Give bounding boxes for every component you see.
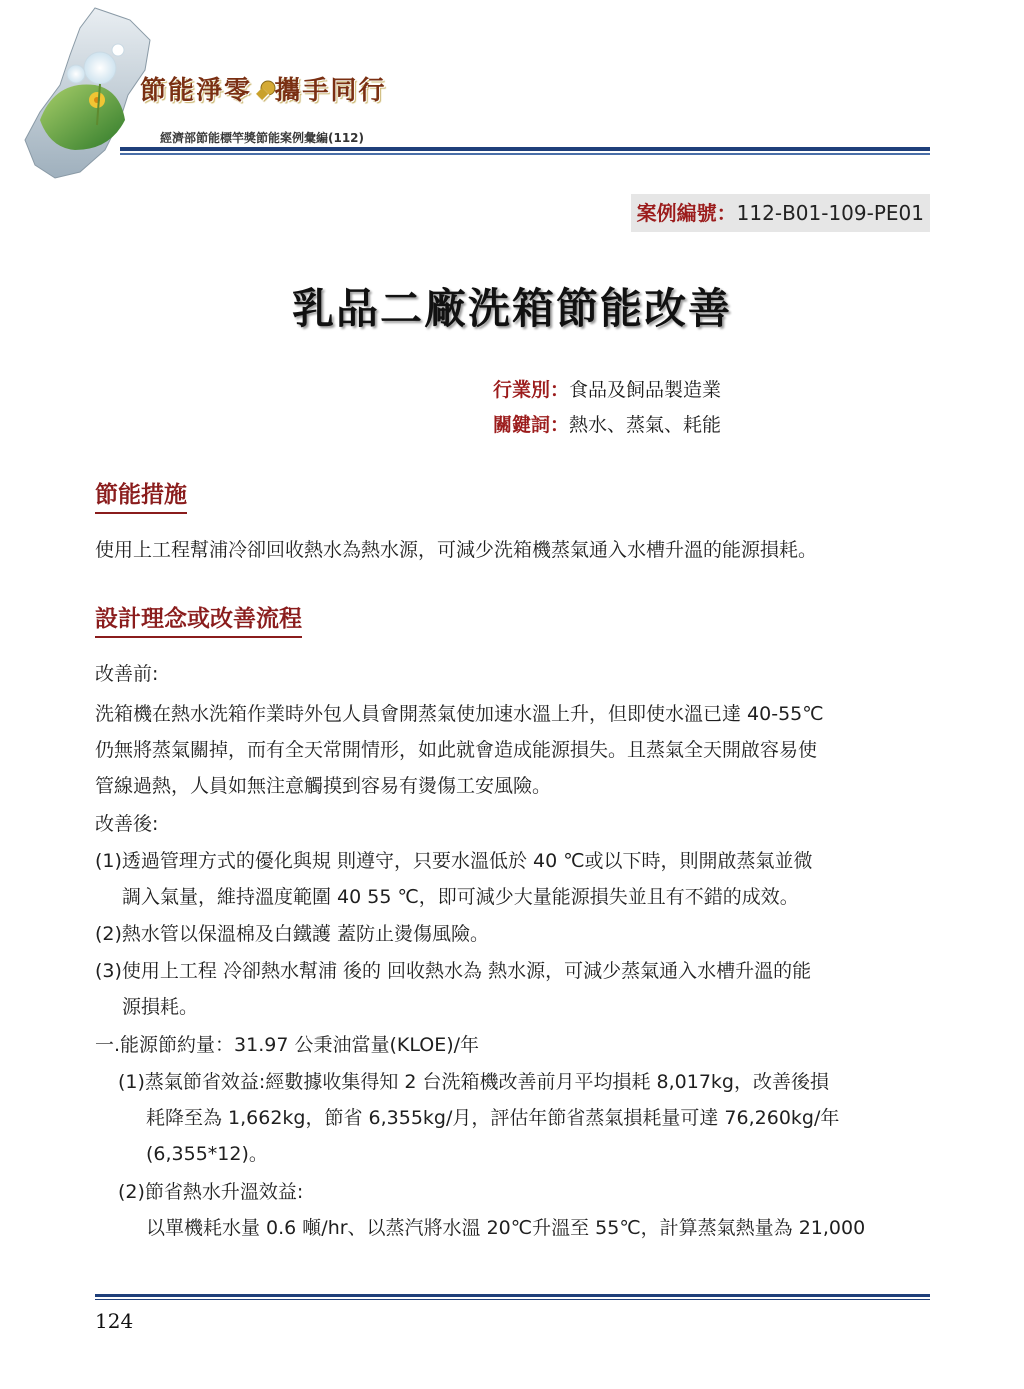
after-item-3-line-2: 源損耗。 (122, 996, 199, 1018)
section-heading-measures: 節能措施 (95, 476, 187, 514)
section-heading-design: 設計理念或改善流程 (95, 600, 302, 638)
page-title: 乳品二廠洗箱節能改善 (291, 284, 732, 333)
page-header (0, 0, 1024, 200)
after-label: 改善後: (95, 813, 159, 835)
footer-divider (95, 1294, 930, 1297)
measures-text: 使用上工程幫浦冷卻回收熱水為熱水源，可減少洗箱機蒸氣通入水槽升溫的能源損耗。 (95, 539, 818, 561)
after-item-2: (2)熱水管以保溫棉及白鐵護 蓋防止燙傷風險。 (95, 923, 489, 945)
footer-divider-thin (95, 1299, 930, 1300)
keywords-label: 關鍵詞： (493, 414, 570, 436)
hot-water-line-1: 以單機耗水量 0.6 噸/hr、以蒸汽將水溫 20℃升溫至 55℃，計算蒸氣熱量為 21,000 (146, 1217, 866, 1239)
slogan-separator-icon: ◆ (256, 82, 271, 102)
energy-saving-heading: 一.能源節約量：31.97 公秉油當量(KLOE)/年 (95, 1034, 480, 1056)
case-number-label: 案例編號： (636, 201, 737, 225)
steam-saving-line-1: (1)蒸氣節省效益:經數據收集得知 2 台洗箱機改善前月平均損耗 8,017kg，改善後損 (118, 1071, 829, 1093)
page-number: 124 (95, 1309, 134, 1333)
case-number-value: 112-B01-109-PE01 (736, 201, 924, 225)
slogan-right: 攜手同行 (274, 76, 387, 106)
case-number-box (631, 194, 930, 232)
before-line-2: 仍無將蒸氣關掉，而有全天常開情形，如此就會造成能源損失。且蒸氣全天開啟容易使 (95, 739, 818, 761)
keywords-value: 熱水、蒸氣、耗能 (569, 414, 722, 436)
hot-water-heading: (2)節省熱水升溫效益: (118, 1181, 304, 1203)
header-divider-thin (120, 153, 930, 155)
before-line-1: 洗箱機在熱水洗箱作業時外包人員會開蒸氣使加速水溫上升，但即使水溫已達 40-55℃ (95, 703, 824, 725)
after-item-1-line-2: 調入氣量，維持溫度範圍 40 55 ℃，即可減少大量能源損失並且有不錯的成效。 (122, 886, 799, 908)
industry-value: 食品及飼品製造業 (569, 379, 722, 401)
after-item-1-line-1: (1)透過管理方式的優化與規 則遵守，只要水溫低於 40 ℃或以下時，則開啟蒸氣並微 (95, 850, 813, 872)
slogan-left: 節能淨零 (140, 76, 253, 106)
steam-saving-line-3: (6,355*12)。 (146, 1143, 268, 1165)
after-item-3-line-1: (3)使用上工程 冷卻熱水幫浦 後的 回收熱水為 熱水源，可減少蒸氣通入水槽升溫的能 (95, 960, 812, 982)
industry-row (493, 375, 721, 402)
header-divider (120, 147, 930, 151)
header-subtitle: 經濟部節能標竿獎節能案例彙編(112) (160, 131, 365, 145)
before-label: 改善前: (95, 663, 159, 685)
keywords-row (493, 410, 721, 437)
before-line-3: 管線過熱，人員如無注意觸摸到容易有燙傷工安風險。 (95, 775, 552, 797)
header-slogan (140, 70, 386, 107)
steam-saving-line-2: 耗降至為 1,662kg，節省 6,355kg/月，評估年節省蒸氣損耗量可達 76,260kg/年 (146, 1107, 840, 1129)
industry-label: 行業別： (493, 379, 570, 401)
